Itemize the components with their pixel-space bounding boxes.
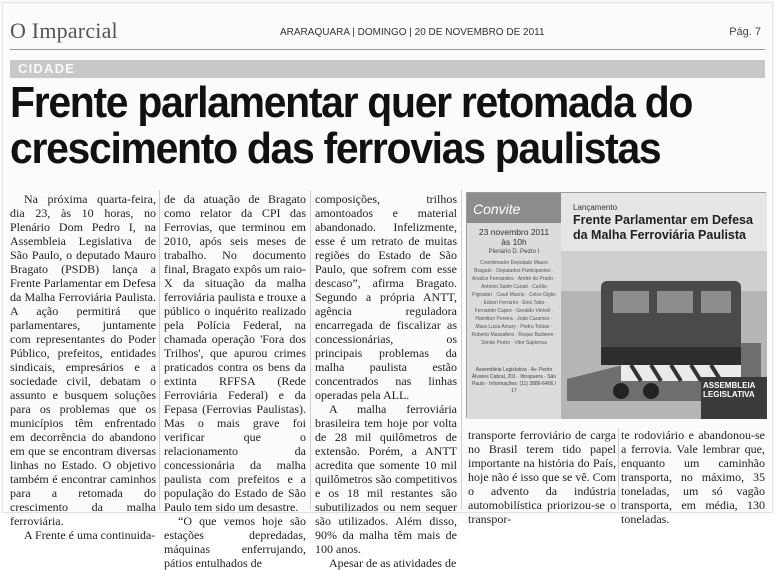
invitation-date [471, 227, 557, 247]
column-rule [461, 190, 462, 510]
invitation-title: Convite [473, 201, 521, 217]
headline-line-2: crescimento das ferrovias paulistas [10, 124, 661, 173]
column-rule [618, 428, 619, 510]
invitation-place: Plenário D. Pedro I [488, 249, 540, 255]
article-column-3 [315, 192, 457, 570]
paragraph: transporte ferroviário de carga no Brasil terem tido papel importante na história do País, hoje não é isso que se vê. Com o advento da indústria automobilística priorizou-se o transpor- [468, 428, 616, 526]
article-column-4 [468, 428, 616, 526]
paragraph: Na próxima quarta-feira, dia 23, às 10 horas, no Plenário Dom Pedro I, na Assembleia Legislativa de São Paulo, o deputado Mauro Bragato (PSDB) lança a Frente Parlamentar em Defesa da Malha Ferroviária Paulista. A ação permitirá que parlamentares, juntamente com representantes do Poder Público, prefeitos, entidades sindicais, empresários e a sociedade civil, debatam o assunto e busquem soluções para os problemas que os municípios têm enfrentado em decorrência do abandono em que se encontram diversas linhas no Estado. O objetivo também é encontrar caminhos para a retomada do crescimento da malha ferroviária. [10, 192, 156, 528]
column-rule [159, 190, 160, 510]
invitation-launch-label: Lançamento [573, 203, 618, 212]
section-bar [10, 60, 765, 78]
invitation-participant-list: Coordenador Deputado Mauro Bragato · Deputados Participantes · Analice Fernandes · André do Prado · Antonio Salim Curiati · Carlão Pignatari · Cauê Macris · Celso Giglio · Edson Ferrarini · Enio Tatto · Fernando Capez · Geraldo Vinholi · Hamilton Pereira · João Caramez · Mara Lucia Amary · Pedro Tobias · Roberto Massafera · Roque Barbiere · Simão Pedro · Vitor Sapienza [471, 260, 557, 346]
invitation-left-panel [467, 193, 561, 419]
invitation-time: às 10h [501, 237, 527, 247]
assembleia-logo [703, 381, 763, 399]
paragraph: te rodoviário e abandonou-se a ferrovia. Vale lembrar que, enquanto um caminhão transporta, no máximo, 35 toneladas, um só vagão transporta, em média, 130 toneladas. [621, 428, 765, 526]
invitation-footer: Assembleia Legislativa · Av. Pedro Álvares Cabral, 201 · Ibirapuera - São Paulo · Informações: (11) 3886-6406 / 17 [471, 367, 557, 394]
invitation-heading: Frente Parlamentar em Defesa da Malha Ferroviária Paulista [573, 213, 753, 242]
paragraph: A malha ferroviária brasileira tem hoje por volta de 28 mil quilômetros de extensão. Porém, a ANTT acredita que somente 10 mil quilômetros são competitivos e os 18 mil restantes são subutilizados ou nem sequer são utilizados. Além disso, 90% da malha têm mais de 100 anos. [315, 402, 457, 556]
headline-line-1: Frente parlamentar quer retomada do [10, 78, 693, 127]
section-label: CIDADE [18, 61, 76, 76]
paragraph: de da atuação de Bragato como relator da CPI das Ferrovias, que terminou em 2010, após seis meses de trabalho. No documento final, Bragato expôs um raio-X da situação da malha ferroviária paulista e trouxe a público o inquérito realizado pela Polícia Federal, na chamada operação 'Fora dos Trilhos', que apurou crimes praticados contra os bens da extinta RFFSA (Rede Ferroviária Federal) e da Fepasa (Ferrovias Paulistas). Mas o mais grave foi verificar que o relacionamento da concessionária da malha paulista com prefeitos e a população do Estado de São Paulo tem sido um desastre. [164, 192, 306, 514]
article-column-1 [10, 192, 156, 542]
paragraph: composições, trilhos amontoados e material abandonado. Infelizmente, esse é um retrato de muitas regiões do Estado de São Paulo, que sofrem com esse descaso”, afirma Bragato. Segundo a própria ANTT, agência reguladora encarregada de fiscalizar as concessionárias, os principais problemas da malha paulista estão concentrados nas linhas operadas pela ALL. [315, 192, 457, 402]
paragraph: A Frente é uma continuida- [24, 528, 156, 542]
headline [10, 80, 712, 172]
assembleia-logo-line-2: LEGISLATIVA [703, 390, 755, 399]
column-rule [310, 190, 311, 510]
dateline: ARARAQUARA | DOMINGO | 20 DE NOVEMBRO DE 2011 [280, 27, 545, 38]
assembleia-logo-line-1: ASSEMBLEIA [703, 381, 756, 390]
article-column-5 [621, 428, 765, 526]
masthead [10, 18, 765, 50]
invitation-date-text: 23 novembro 2011 [478, 227, 550, 237]
newspaper-logo: O Imparcial [10, 18, 118, 43]
paragraph: Apesar de as atividades de [329, 556, 457, 570]
page-number: Pág. 7 [729, 26, 761, 38]
article-column-2 [164, 192, 306, 570]
invitation-image [466, 192, 766, 418]
paragraph: “O que vemos hoje são estações depredadas, máquinas enferrujando, pátios entulhados de [164, 514, 306, 570]
